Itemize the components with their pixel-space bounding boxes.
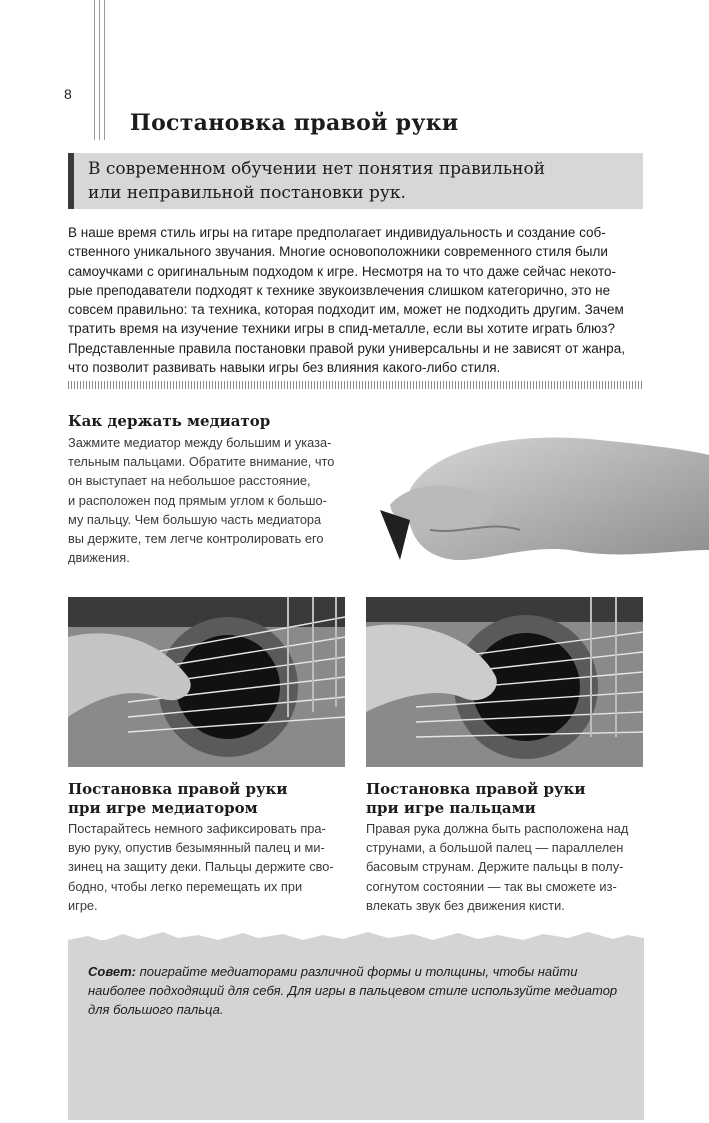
- intro-line: ственного уникального звучания. Многие основоположники современного стиля были: [68, 244, 608, 260]
- finger-play-line: согнутом состоянии — так вы сможете из-: [366, 878, 617, 894]
- dotted-divider: [68, 381, 644, 389]
- pick-playing-photo: [68, 597, 345, 767]
- pick-play-heading-line: Постановка правой руки: [68, 780, 288, 798]
- finger-play-heading-line: при игре пальцами: [366, 799, 536, 817]
- tip-line-1: [88, 962, 628, 981]
- tip-line-1-text: поиграйте медиаторами различной формы и толщины, чтобы найти: [135, 964, 578, 979]
- intro-line: В наше время стиль игры на гитаре предполагает индивидуальность и создание соб-: [68, 225, 606, 240]
- tip-line-2: наиболее подходящий для себя. Для игры в пальцевом стиле используйте медиатор: [88, 983, 618, 998]
- lead-line-2: или неправильной постановки рук.: [88, 183, 406, 203]
- finger-play-heading-line: Постановка правой руки: [366, 780, 586, 798]
- tip-text: [88, 962, 628, 1019]
- guitar-pick-illustration: [68, 597, 345, 767]
- finger-play-line: басовым струнам. Держите пальцы в полу-: [366, 859, 624, 875]
- pick-line: му пальцу. Чем большую часть медиатора: [68, 511, 322, 527]
- finger-play-heading: [366, 780, 586, 818]
- pick-line: вы держите, тем легче контролировать его: [68, 531, 324, 547]
- lead-line-1: В современном обучении нет понятия правильной: [88, 159, 546, 179]
- pick-heading: Как держать медиатор: [68, 412, 271, 430]
- guitar-finger-illustration: [366, 597, 643, 767]
- pick-play-line: зинец на защиту деки. Пальцы держите сво-: [68, 859, 334, 875]
- intro-line: самоучками с оригинальным подходом к игре. Несмотря на то что даже сейчас некото-: [68, 263, 617, 279]
- page-title: Постановка правой руки: [130, 110, 459, 136]
- intro-line: совсем правильно: та техника, которая подходит им, может не подходить другим. Зачем: [68, 302, 624, 318]
- torn-edge-decoration: [68, 926, 644, 950]
- pick-play-heading-line: при игре медиатором: [68, 799, 258, 817]
- pick-play-line: вую руку, опустив безымянный палец и ми-: [68, 840, 325, 856]
- intro-line: рые преподаватели подходят к технике звукоизвлечения слишком категорично, это не: [68, 282, 611, 298]
- pick-play-line: бодно, чтобы легко перемещать их при: [68, 878, 303, 894]
- pick-line: и расположен под прямым углом к большо-: [68, 492, 327, 508]
- finger-playing-photo: [366, 597, 643, 767]
- finger-play-paragraph: [366, 819, 644, 915]
- decor-line-1: [94, 0, 95, 140]
- lead-callout: [68, 153, 643, 209]
- finger-play-line: влекать звук без движения кисти.: [366, 897, 565, 913]
- intro-line: что позволит развивать навыки игры без влияния какого-либо стиля.: [68, 360, 501, 376]
- finger-play-line: Правая рука должна быть расположена над: [366, 821, 629, 836]
- pick-play-line: игре.: [68, 897, 98, 913]
- decor-line-2: [99, 0, 100, 140]
- decor-line-3: [104, 0, 105, 140]
- pick-line: тельным пальцами. Обратите внимание, что: [68, 454, 335, 470]
- pick-play-paragraph: [68, 819, 346, 915]
- tip-label: Совет:: [88, 964, 136, 979]
- intro-paragraph: [68, 223, 644, 377]
- finger-play-line: струнами, а большой палец — параллелен: [366, 840, 624, 856]
- intro-line: тратить время на изучение техники игры в спид-металле, если вы хотите играть блюз?: [68, 321, 615, 337]
- pick-line: Зажмите медиатор между большим и указа-: [68, 435, 332, 450]
- intro-line: Представленные правила постановки правой руки универсальны и не зависят от жанра,: [68, 340, 625, 356]
- hand-pick-illustration: [370, 410, 709, 580]
- pick-play-line: Постарайтесь немного зафиксировать пра-: [68, 821, 326, 836]
- hand-holding-pick-photo: [370, 410, 709, 580]
- tip-line-3: для большого пальца.: [88, 1002, 224, 1017]
- pick-paragraph: [68, 433, 346, 567]
- page-number: 8: [64, 86, 72, 102]
- pick-line: он выступает на небольшое расстояние,: [68, 473, 311, 489]
- pick-line: движения.: [68, 550, 130, 566]
- pick-play-heading: [68, 780, 288, 818]
